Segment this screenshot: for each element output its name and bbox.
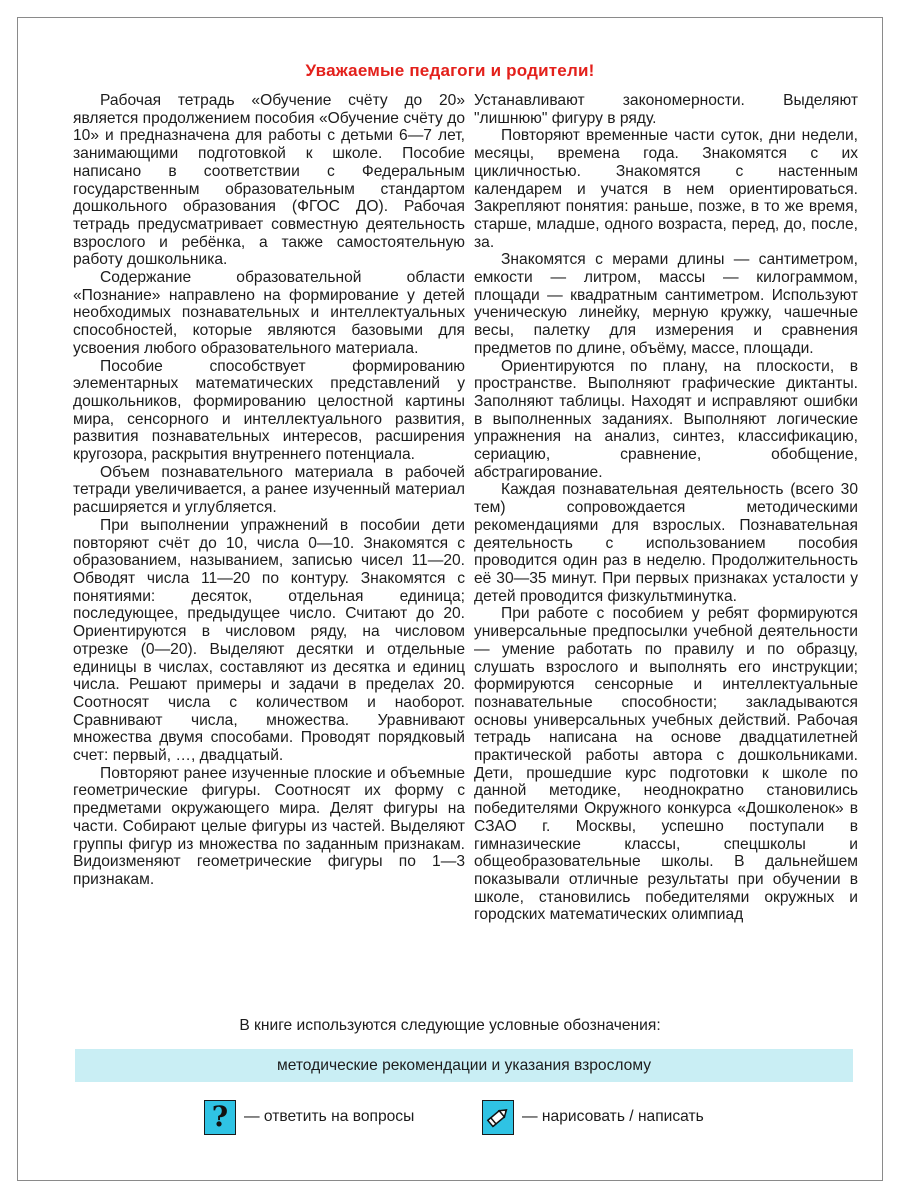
draw-label: — нарисовать / написать (522, 1108, 704, 1125)
paragraph: Содержание образовательной области «Познание» направлено на формирование у детей необходимых познавательных и интеллектуальных способностей, которые являются базовыми для усвоения любого образовательного материала. (73, 269, 465, 357)
paragraph: Знакомятся с мерами длины — сантиметром, емкости — литром, массы — килограммом, площади — квадратным сантиметром. Используют ученическую линейку, мерную кружку, чашечные весы, палетку для измерения и сравнения предметов по длине, объёму, массе, площади. (474, 251, 858, 357)
paragraph: При выполнении упражнений в пособии дети повторяют счёт до 10, числа 0—10. Знакомятся с образованием, называнием, записью чисел 11—20. Обводят числа 11—20 по контуру. Знакомятся с понятиями: десяток, отдельная единица; последующее, предыдущее число. Считают до 20. Ориентируются в числовом ряду, на числовом отрезке (0—20). Выделяют десятки и отдельные единицы в числах, составляют из десятка и единиц числа. Решают примеры и задачи в пределах 20. Соотносят числа с количеством и наоборот. Сравнивают числа, множества. Уравнивают множества двумя способами. Проводят порядковый счет: первый, …, двадцатый. (73, 516, 465, 765)
question-icon: ? (204, 1100, 236, 1135)
paragraph: Объем познавательного материала в рабочей тетради увеличивается, а ранее изученный материал расширяется и углубляется. (73, 463, 465, 517)
methodical-recommendations-bar: методические рекомендации и указания взрослому (75, 1049, 853, 1082)
paragraph: Пособие способствует формированию элементарных математических представлений у дошкольников, формированию целостной картины мира, сенсорного и интеллектуального развития, развития познавательных интересов, расширения кругозора, раскрытия внутреннего потенциала. (73, 357, 465, 464)
legend-item-draw (482, 1099, 704, 1135)
legend-intro: В книге используются следующие условные обозначения: (239, 1017, 661, 1034)
paragraph: Рабочая тетрадь «Обучение счёту до 20» является продолжением пособия «Обучение счёту до 10» и предназначена для работы с детьми 6—7 лет, занимающими подготовкой к школе. Пособие написано в соответствии с Федеральным государственным образовательным стандартом дошкольного образования (ФГОС ДО). Рабочая тетрадь предусматривает совместную деятельность взрослого и ребёнка, а также самостоятельную работу дошкольника. (73, 92, 465, 269)
paragraph-continued: Устанавливают закономерности. Выделяют "лишнюю" фигуру в ряду. (474, 92, 858, 127)
page-title: Уважаемые педагоги и родители! (305, 61, 595, 80)
paragraph: Повторяют ранее изученные плоские и объемные геометрические фигуры. Соотносят их форму с предметами окружающего мира. Делят фигуры на части. Собирают целые фигуры из частей. Выделяют группы фигур из множества по заданным признакам. Видоизменяют геометрические фигуры по 1—3 признакам. (73, 764, 465, 888)
paragraph: Каждая познавательная деятельность (всего 30 тем) сопровождается методическими рекомендациями для взрослых. Познавательная деятельность с использованием пособия проводится один раз в неделю. Продолжительность её 30—35 минут. При первых признаках усталости у детей проводится физкультминутка. (474, 481, 858, 605)
paragraph: При работе с пособием у ребят формируются универсальные предпосылки учебной деятельности — умение работать по правилу и по образцу, слушать взрослого и выполнять его инструкции; формируются сенсорные и интеллектуальные познавательные способности; закладываются основы универсальных учебных действий. Рабочая тетрадь написана на основе двадцатилетней практической работы автора с дошкольниками. Дети, прошедшие курс подготовки к школе по данной методике, неоднократно становились победителями Окружного конкурса «Дошколенок» в СЗАО г. Москвы, успешно поступали в гимназические классы, спецшколы и общеобразовательные школы. В дальнейшем показывали отличные результаты при обучении в школе, становились победителями окружных и городских математических олимпиад (474, 605, 858, 924)
question-label: — ответить на вопросы (244, 1108, 415, 1125)
pencil-icon (482, 1100, 514, 1135)
paragraph: Ориентируются по плану, на плоскости, в пространстве. Выполняют графические диктанты. Заполняют таблицы. Находят и исправляют ошибки в выполненных заданиях. Выполняют логические упражнения на анализ, синтез, классификацию, сериацию, сравнение, обобщение, абстрагирование. (474, 357, 858, 481)
right-column (474, 92, 858, 924)
legend-item-question (204, 1099, 414, 1135)
left-column (73, 92, 465, 889)
paragraph: Повторяют временные части суток, дни недели, месяцы, времена года. Знакомятся с их цикличностью. Знакомятся с настенным календарем и учатся в нем ориентироваться. Закрепляют понятия: раньше, позже, в то же время, старше, младше, одного возраста, перед, до, после, за. (474, 127, 858, 251)
